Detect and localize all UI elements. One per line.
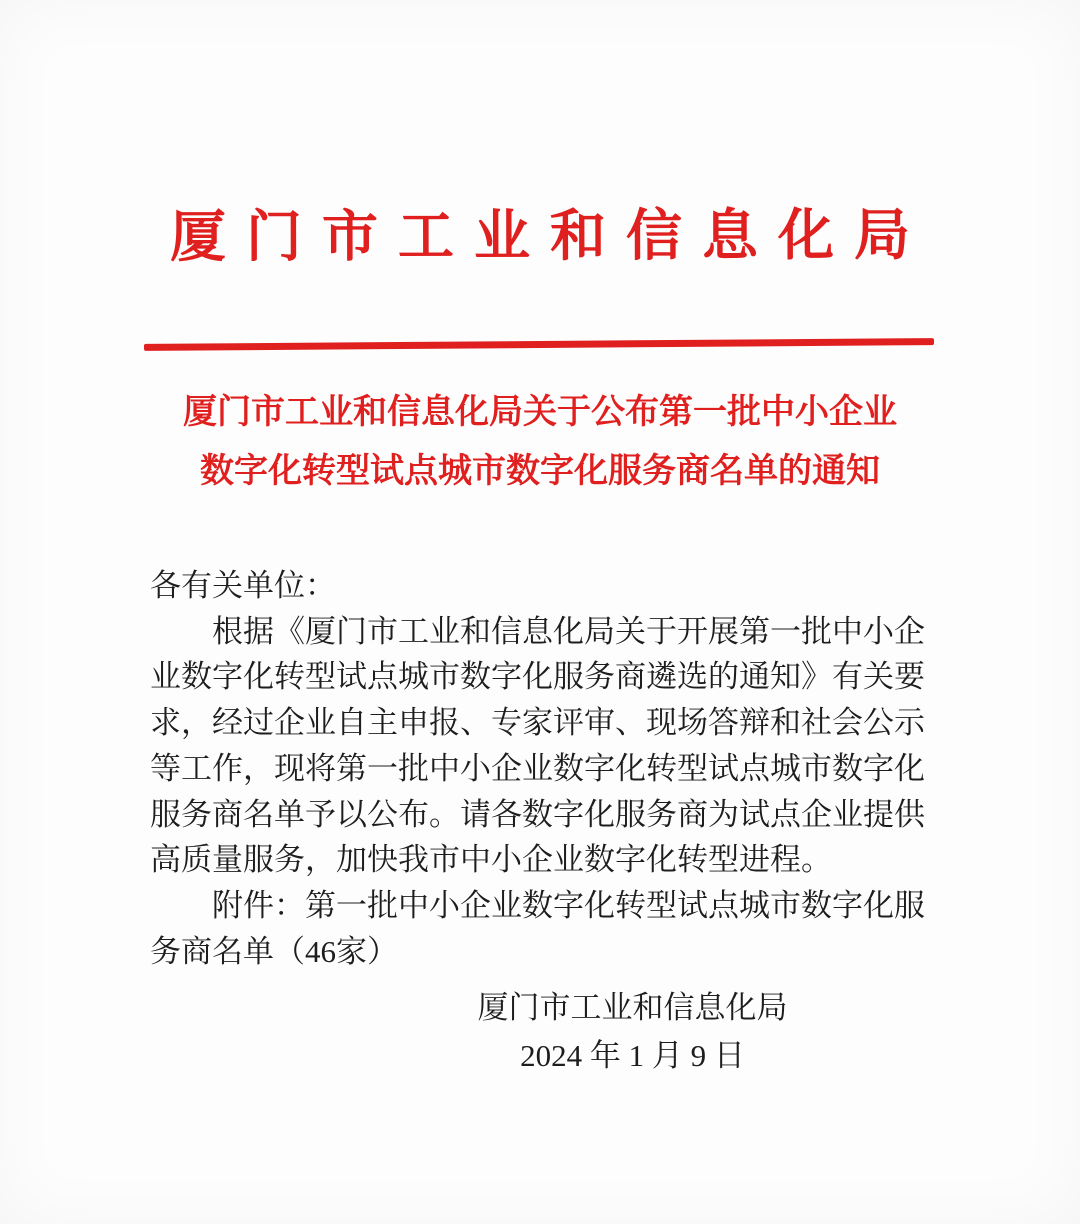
attachment-line-continued: 务商名单（46家） xyxy=(150,933,398,969)
body-line: 等工作，现将第一批中小企业数字化转型试点城市数字化 xyxy=(150,750,925,786)
signature-agency: 厦门市工业和信息化局 xyxy=(477,990,788,1025)
body-line: 服务商名单予以公布。请各数字化服务商为试点企业提供 xyxy=(150,796,925,832)
salutation-line: 各有关单位： xyxy=(150,568,336,603)
agency-masthead: 厦门市工业和信息化局 xyxy=(169,204,931,269)
notice-title-line-1: 厦门市工业和信息化局关于公布第一批中小企业 xyxy=(183,394,897,431)
notice-title xyxy=(0,383,1080,501)
body-line: 求，经过企业自主申报、专家评审、现场答辩和社会公示 xyxy=(150,705,925,741)
notice-title-line-2: 数字化转型试点城市数字化服务商名单的通知 xyxy=(200,453,880,490)
signature-date: 2024 年 1 月 9 日 xyxy=(520,1038,745,1073)
body-line: 根据《厦门市工业和信息化局关于开展第一批中小企 xyxy=(212,613,925,649)
attachment-line: 附件：第一批中小企业数字化转型试点城市数字化服 xyxy=(212,887,925,923)
signature-block xyxy=(0,984,1080,1080)
body-line: 业数字化转型试点城市数字化服务商遴选的通知》有关要 xyxy=(150,659,925,695)
notice-body xyxy=(150,563,950,974)
body-line: 高质量服务，加快我市中小企业数字化转型进程。 xyxy=(150,842,832,878)
red-divider-line xyxy=(144,338,934,351)
